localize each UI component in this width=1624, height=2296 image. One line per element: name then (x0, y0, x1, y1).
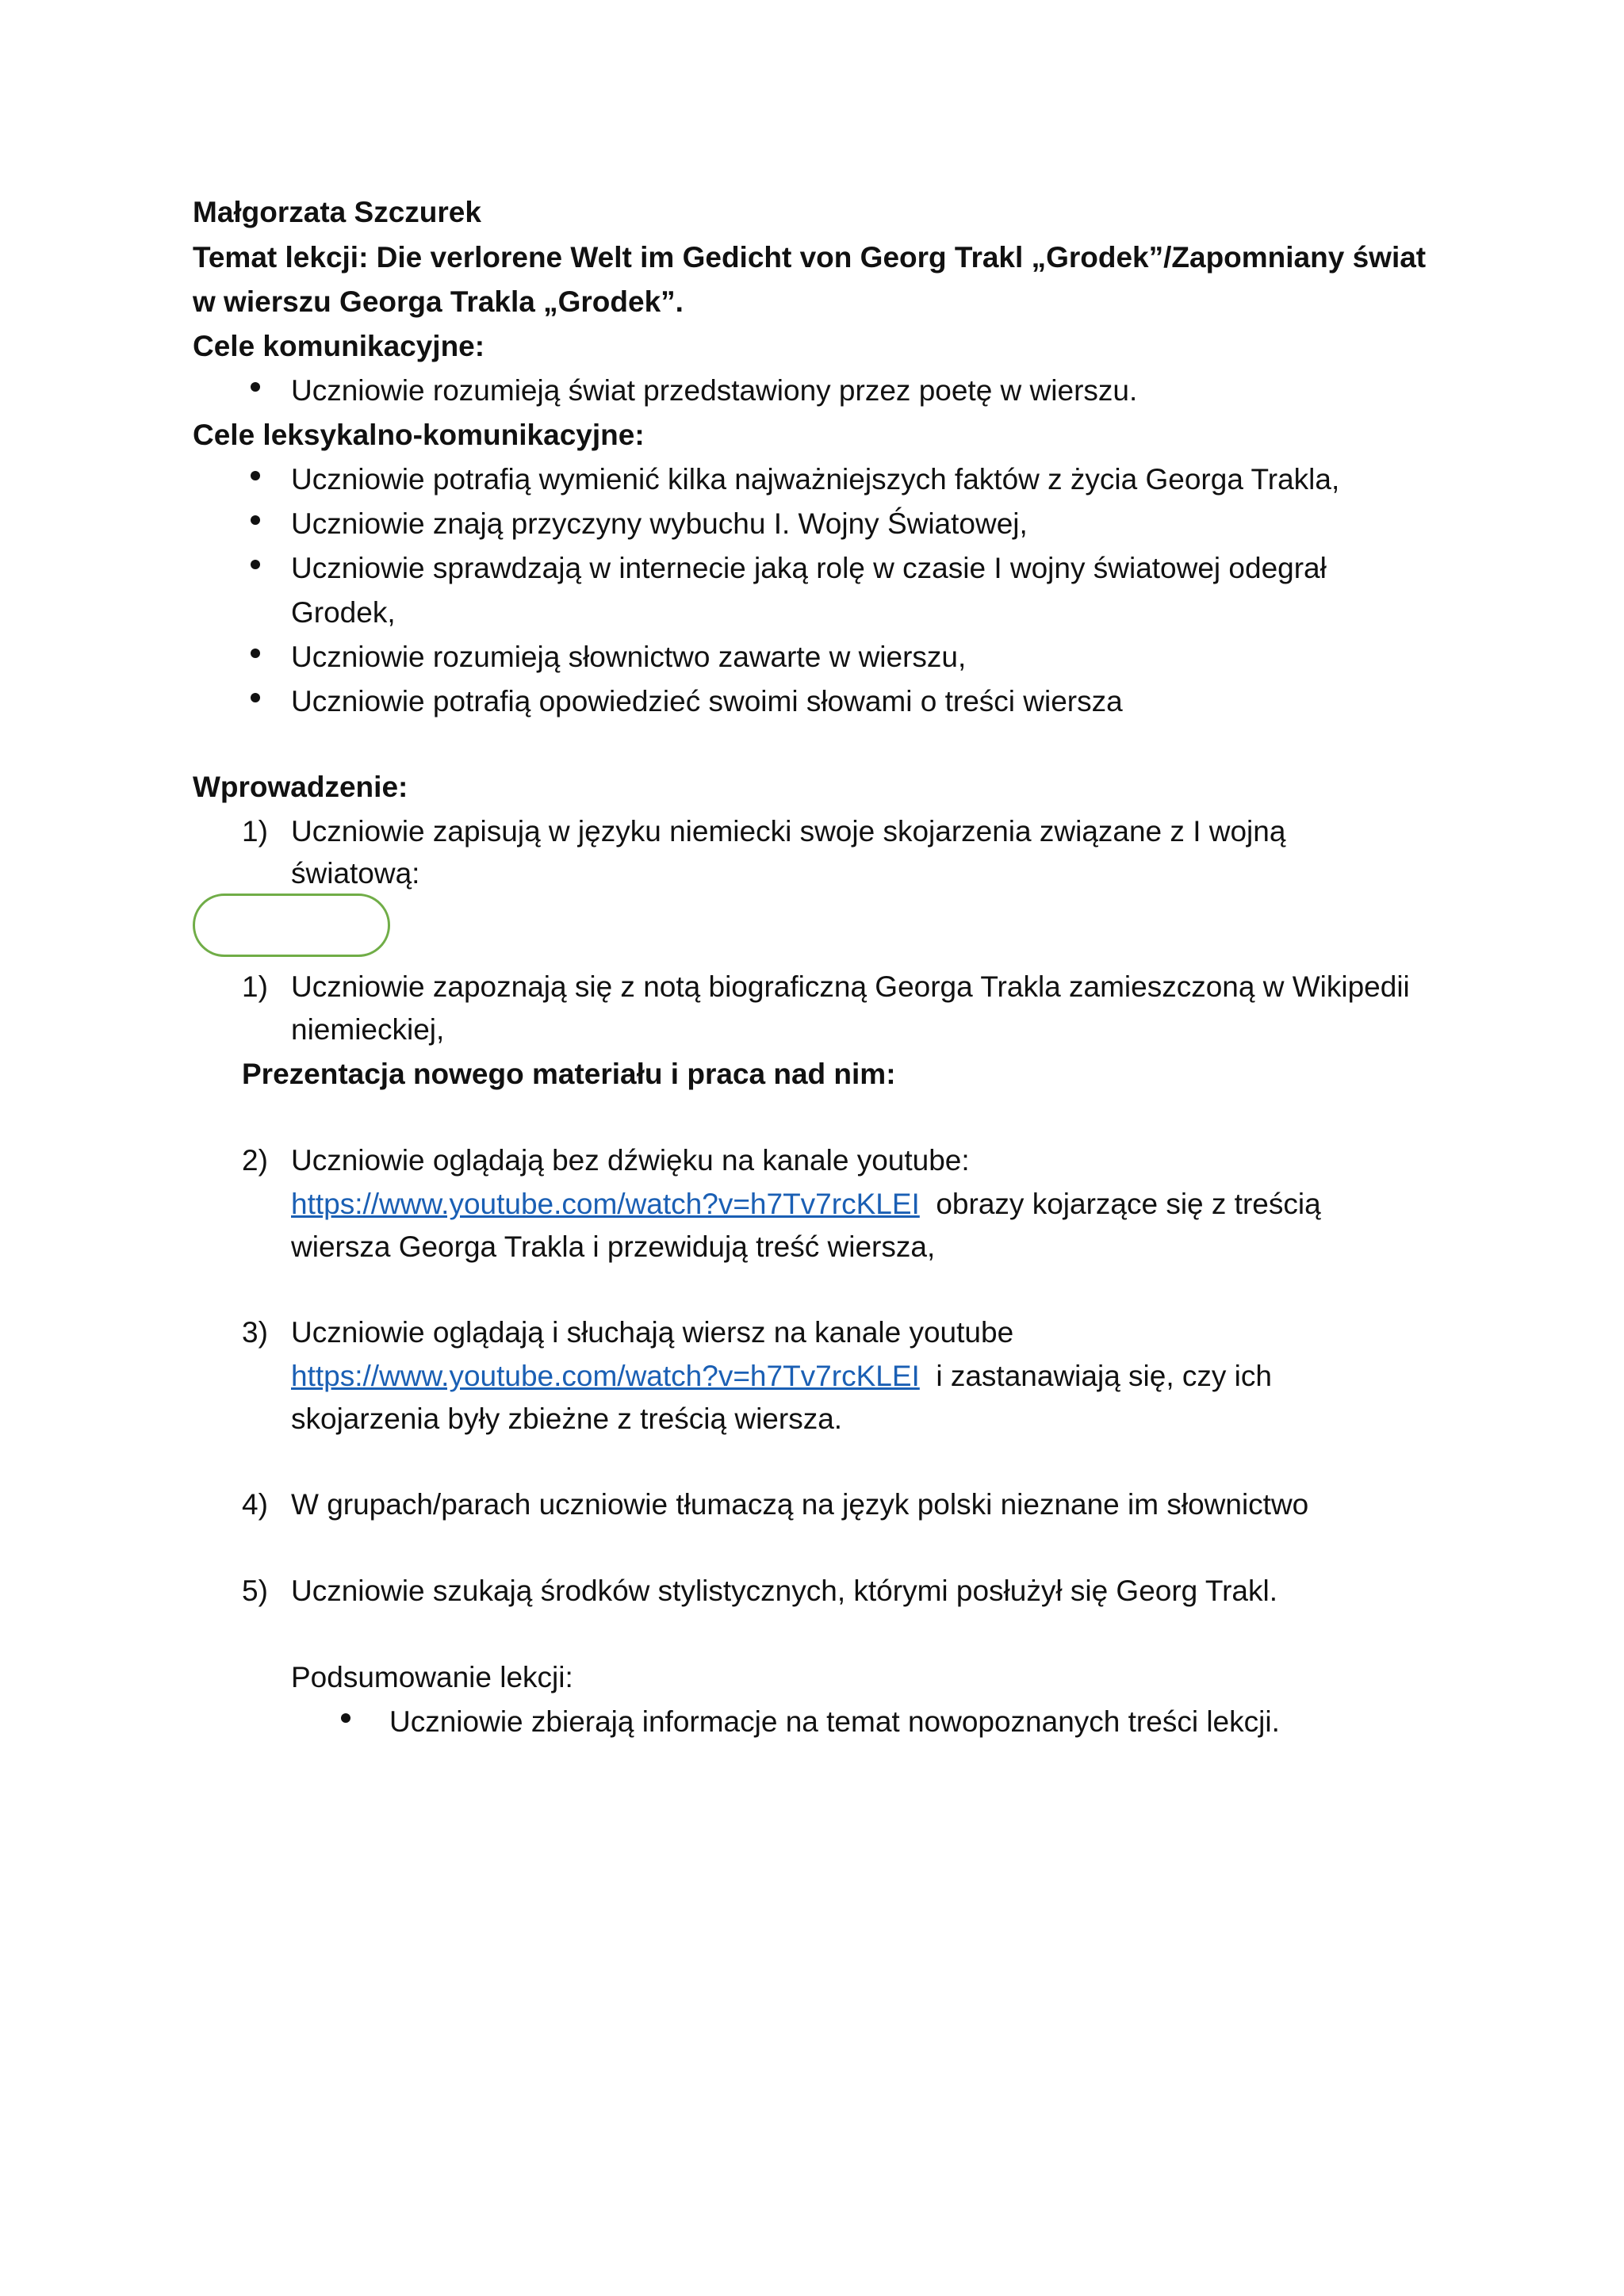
step-text: Uczniowie oglądają bez dźwięku na kanale youtube: (291, 1144, 970, 1177)
lexical-goal-item: Uczniowie znają przyczyny wybuchu I. Wojny Światowej, (291, 507, 1028, 540)
step-text: Uczniowie szukają środków stylistycznych, którymi posłużył się Georg Trakl. (291, 1575, 1277, 1607)
step-number: 3) (242, 1316, 268, 1349)
presentation-heading: Prezentacja nowego materiału i praca nad nim: (242, 1058, 896, 1090)
bullet-icon (251, 649, 260, 658)
step-link-line (291, 1182, 1321, 1226)
bullet-icon (251, 515, 260, 525)
lexical-goals-heading: Cele leksykalno-komunikacyjne: (193, 419, 645, 451)
bullet-icon (251, 382, 260, 392)
communicative-goal-item: Uczniowie rozumieją świat przedstawiony przez poetę w wierszu. (291, 374, 1138, 407)
step-number: 4) (242, 1488, 268, 1521)
intro-step-text-continuation: niemieckiej, (291, 1013, 445, 1046)
step-text-continuation: skojarzenia były zbieżne z treścią wiersza. (291, 1402, 843, 1435)
step-number: 5) (242, 1575, 268, 1607)
intro-step-text: Uczniowie zapoznają się z notą biograficzną Georga Trakla zamieszczoną w Wikipedii (291, 970, 1410, 1003)
youtube-link[interactable]: https://www.youtube.com/watch?v=h7Tv7rcKLEI (291, 1360, 920, 1392)
bullet-icon (251, 471, 260, 480)
step-link-line (291, 1354, 1272, 1399)
summary-item: Uczniowie zbierają informacje na temat nowopoznanych treści lekcji. (389, 1705, 1280, 1738)
author-name: Małgorzata Szczurek (193, 196, 481, 228)
lexical-goal-item-continuation: Grodek, (291, 596, 396, 629)
step-text-after-link: i zastanawiają się, czy ich (936, 1360, 1272, 1392)
step-text: Uczniowie oglądają i słuchają wiersz na kanale youtube (291, 1316, 1014, 1349)
intro-step-text: Uczniowie zapisują w języku niemiecki swoje skojarzenia związane z I wojną (291, 815, 1286, 848)
step-text-after-link: obrazy kojarzące się z treścią (936, 1188, 1321, 1220)
lesson-topic-line-2: w wierszu Georga Trakla „Grodek”. (193, 285, 684, 318)
step-text: W grupach/parach uczniowie tłumaczą na język polski nieznane im słownictwo (291, 1488, 1309, 1521)
step-number: 1) (242, 970, 268, 1003)
bullet-icon (251, 560, 260, 569)
step-text-continuation: wiersza Georga Trakla i przewidują treść wiersza, (291, 1230, 936, 1263)
step-number: 1) (242, 815, 268, 848)
lexical-goal-item: Uczniowie potrafią opowiedzieć swoimi słowami o treści wiersza (291, 685, 1123, 718)
lexical-goal-item: Uczniowie sprawdzają w internecie jaką rolę w czasie I wojny światowej odegrał (291, 552, 1327, 584)
step-number: 2) (242, 1144, 268, 1177)
intro-heading: Wprowadzenie: (193, 771, 408, 803)
bullet-icon (341, 1713, 350, 1723)
intro-step-text-continuation: światową: (291, 857, 420, 890)
bullet-icon (251, 693, 260, 702)
communicative-goals-heading: Cele komunikacyjne: (193, 330, 485, 362)
lexical-goal-item: Uczniowie potrafią wymienić kilka najważniejszych faktów z życia Georga Trakla, (291, 463, 1340, 496)
lexical-goal-item: Uczniowie rozumieją słownictwo zawarte w wierszu, (291, 641, 967, 673)
empty-answer-oval (193, 894, 390, 957)
youtube-link[interactable]: https://www.youtube.com/watch?v=h7Tv7rcKLEI (291, 1188, 920, 1220)
summary-heading: Podsumowanie lekcji: (291, 1661, 573, 1693)
lesson-topic-line-1: Temat lekcji: Die verlorene Welt im Gedicht von Georg Trakl „Grodek”/Zapomniany świat (193, 241, 1427, 274)
